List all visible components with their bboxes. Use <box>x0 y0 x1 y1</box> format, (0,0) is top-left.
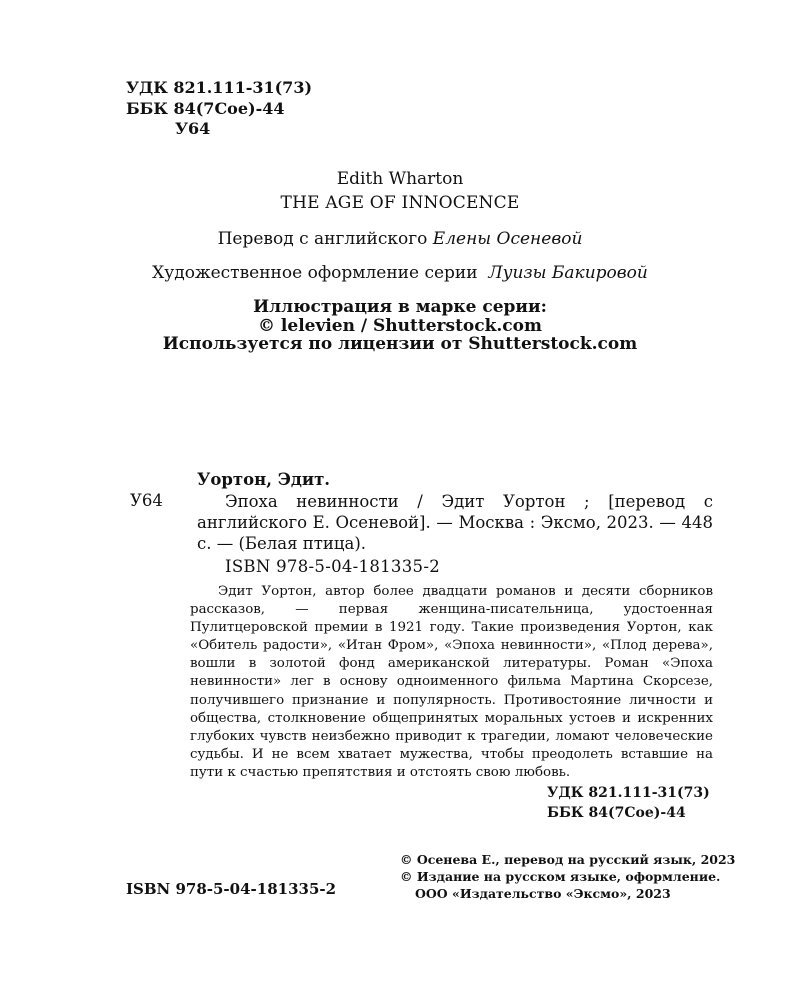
catalog-heading: Уортон, Эдит. <box>197 470 331 489</box>
copyright-edition: © Издание на русском языке, оформление. <box>400 869 721 884</box>
footer-isbn: ISBN 978-5-04-181335-2 <box>126 880 337 898</box>
bbk-code-top: ББК 84(7Сое)-44 <box>126 99 285 118</box>
bbk-code-bottom: ББК 84(7Сое)-44 <box>547 805 686 821</box>
design-credit <box>0 263 800 283</box>
license-line: Используется по лицензии от Shutterstock.com <box>162 334 638 354</box>
udk-code-bottom: УДК 821.111-31(73) <box>547 785 710 801</box>
catalog-description-text: Эпоха невинности / Эдит Уортон ; [перевод с английского Е. Осеневой]. — Москва : Эксмо, 2023. — 448 с. — (Белая птица). <box>197 492 713 553</box>
original-author: Edith Wharton <box>336 169 464 189</box>
translator-name: Елены Осеневой <box>432 229 583 249</box>
udk-code-top: УДК 821.111-31(73) <box>126 78 313 97</box>
illustration-credit-line-1: Иллюстрация в марке серии: <box>253 297 547 317</box>
translation-credit <box>0 229 800 249</box>
copyright-translation: © Осенева Е., перевод на русский язык, 2023 <box>400 852 736 867</box>
catalog-author-sign: У64 <box>130 491 163 510</box>
author-sign-top: У64 <box>175 119 211 138</box>
catalog-isbn: ISBN 978-5-04-181335-2 <box>225 557 441 576</box>
catalog-description <box>197 491 713 554</box>
designer-name: Луизы Бакировой <box>488 263 648 283</box>
catalog-abstract <box>190 583 713 782</box>
design-label: Художественное оформление серии <box>152 263 478 283</box>
illustration-credit-line-2: © lelevien / Shutterstock.com <box>258 316 542 336</box>
translation-label: Перевод с английского <box>217 229 428 249</box>
copyright-publisher: ООО «Издательство «Эксмо», 2023 <box>415 886 671 901</box>
catalog-abstract-text: Эдит Уортон, автор более двадцати романов и десяти сборников рассказов, — первая женщина-писательница, удостоенная Пулитцеровской премии в 1921 году. Такие произведения Уортон, как «Обитель радости», «Итан Фром», «Эпоха невинности», «Плод дерева», вошли в золотой фонд американской литературы. Роман «Эпоха невинности» лег в основу одноименного фильма Мартина Скорсезе, получившего признание и популярность. Противостояние личности и общества, столкновение общепринятых моральных устоев и искренних глубоких чувств неизбежно приводит к трагедии, ломают человеческие судьбы. И не всем хватает мужества, чтобы преодолеть вставшие на пути к счастью препятствия и отстоять свою любовь. <box>190 584 713 780</box>
original-title: THE AGE OF INNOCENCE <box>280 193 520 213</box>
